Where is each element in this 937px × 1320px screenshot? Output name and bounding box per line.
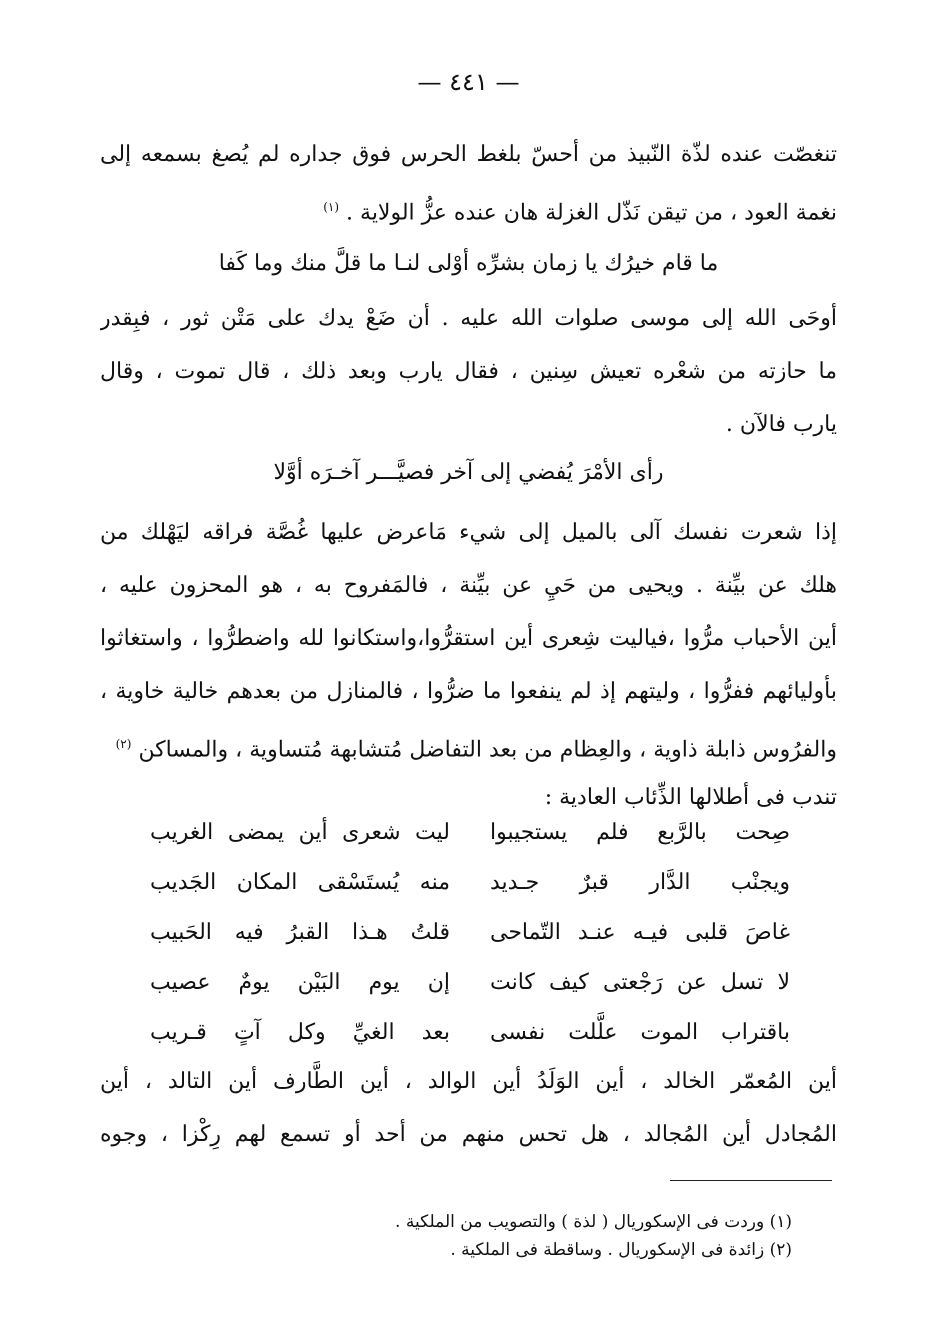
paragraph-1: [100, 128, 837, 234]
footnote-2: (٢) زائدة فى الإسكوريال . وساقطة فى الملكية .: [450, 1240, 792, 1260]
poem-second-hemistich: إن يوم البَيْن يومٌ عصيب: [150, 970, 450, 995]
poem-second-hemistich: منه يُستَسْقى المكان الجَديب: [150, 870, 450, 895]
paragraph-line: أين الأحباب مرُّوا ،فياليت شِعرى أين استقرُّوا،واستكانوا لله واضطرُّوا ، واستغاثوا: [100, 626, 837, 651]
paragraph-line: تنغصّت عنده لذّة النّبيذ من أحسّ بلغط الحرس فوق جداره لم يُصغ بسمعه إلى: [100, 142, 837, 167]
paragraph-line: هلك عن بيِّنة . ويحيى من حَيِ عن بيِّنة ، فالمَفروح به ، هو المحزون عليه ،: [100, 573, 837, 598]
paragraph-line: أوحَى الله إلى موسى صلوات الله عليه . أن ضَعْ يدك على مَتْن ثور ، فبِقدر: [100, 306, 837, 331]
poem-second-hemistich: بعد الغيِّ وكل آتٍ قـريب: [150, 1020, 450, 1045]
paragraph-line: [100, 718, 837, 771]
footnote-1: (١) وردت فى الإسكوريال ( لذة ) والتصويب من الملكية .: [395, 1212, 792, 1232]
footnotes: [300, 1208, 792, 1264]
poem-couplet: [150, 1008, 790, 1058]
poem-first-hemistich: لا تسل عن رَجْعتى كيف كانت: [490, 970, 790, 995]
paragraph-2: [100, 292, 837, 451]
paragraph-3: [100, 506, 837, 824]
paragraph-line: ما حازته من شعْره تعيش سِنين ، فقال يارب وبعد ذلك ، قال تموت ، وقال: [100, 359, 837, 384]
paragraph-line: بأوليائهم ففرُّوا ، وليتهم إذ لم ينفعوا ما ضرُّوا ، فالمنازل من بعدهم خالية خاوية ،: [100, 679, 837, 704]
footnote-divider: [670, 1180, 832, 1181]
poem-couplet: [150, 858, 790, 908]
poem-first-hemistich: غاصَ قلبى فيـه عنـد التّماحى: [490, 920, 790, 945]
poem-first-hemistich: باقتراب الموت علَّلت نفسى: [490, 1020, 790, 1045]
paragraph-line-text: نغمة العود ، من تيقن نَذّل الغزلة هان عنده عزُّ الولاية .: [346, 200, 837, 226]
page-number: — ٤٤١ —: [417, 68, 520, 96]
footnote-ref-2: (٢): [115, 737, 132, 751]
poem-first-hemistich: ويجنْب الدَّار قبرٌ جـديد: [490, 870, 790, 895]
poem-second-hemistich: ليت شعرى أين يمضى الغريب: [150, 820, 450, 845]
paragraph-line: أين المُعمّر الخالد ، أين الوَلَدُ أين الوالد ، أين الطَّارف أين التالد ، أين: [100, 1069, 837, 1094]
paragraph-line: إذا شعرت نفسك آلى بالميل إلى شيء مَاعرض عليها غُصَّة فراقه ليَهْلك من: [100, 520, 837, 545]
verse-line: رأى الأمْرَ يُفضي إلى آخر فصيَّـــر آخـرَه أوَّلا: [273, 460, 664, 485]
poem-couplet: [150, 808, 790, 858]
footnote-ref-1: (١): [323, 200, 340, 214]
paragraph-line-text: والفرُوس ذابلة ذاوية ، والعِظام من بعد التفاضل مُتشابهة مُتساوية ، والمساكن: [138, 737, 837, 763]
paragraph-line: المُجادل أين المُجالد ، هل تحس منهم من أحد أو تسمع لهم رِكْزا ، وجوه: [100, 1122, 837, 1147]
poem-second-hemistich: قلتُ هـذا القبرُ فيه الحَبيب: [150, 920, 450, 945]
poem: [150, 808, 790, 1058]
poem-couplet: [150, 908, 790, 958]
poem-couplet: [150, 958, 790, 1008]
poem-first-hemistich: صِحت بالرَّبع فلم يستجيبوا: [490, 820, 790, 845]
paragraph-line: يارب فالآن .: [725, 412, 837, 437]
paragraph-4: [100, 1055, 837, 1161]
paragraph-line: [100, 181, 837, 234]
verse-1: [100, 237, 837, 290]
paragraph-line: تندب فى أطلالها الذِّئاب العادية :: [544, 785, 837, 810]
verse-2: [100, 446, 837, 499]
verse-line: ما قام خيرُك يا زمان بشرِّه أوْلى لنـا ما قلَّ منك وما كَفا: [218, 251, 719, 276]
